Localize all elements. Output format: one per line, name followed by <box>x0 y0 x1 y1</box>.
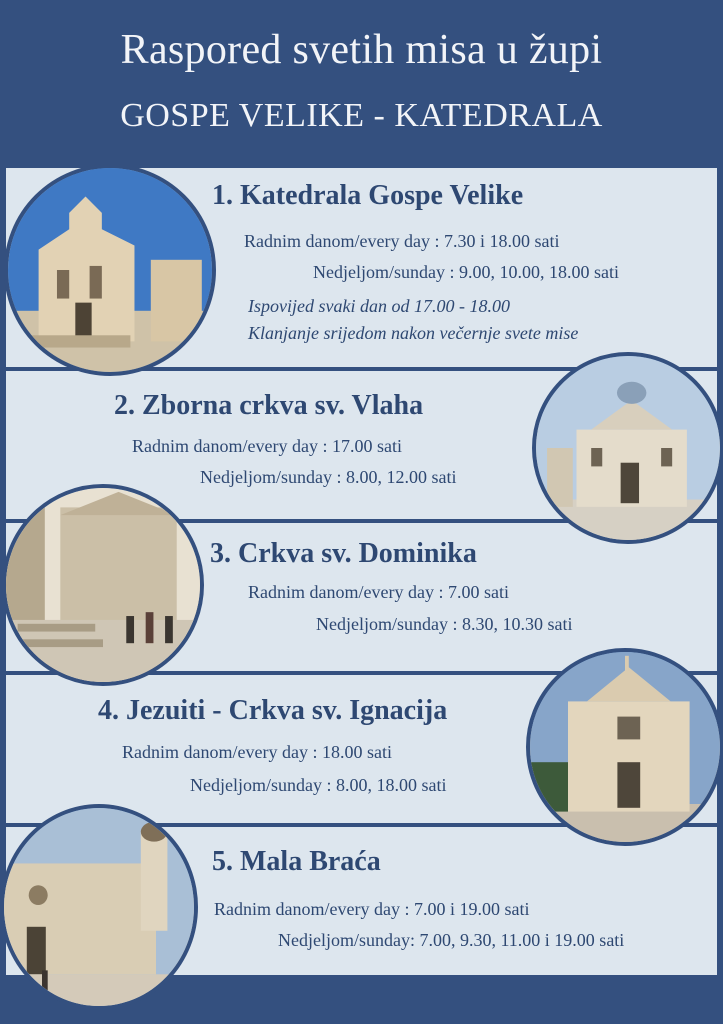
church-name: 1. Katedrala Gospe Velike <box>212 180 524 211</box>
church-name: 3. Crkva sv. Dominika <box>210 538 477 569</box>
weekday-schedule: Radnim danom/every day : 18.00 sati <box>122 742 392 762</box>
weekday-schedule: Radnim danom/every day : 7.30 i 18.00 sati <box>244 231 560 251</box>
confession-note: Ispovijed svaki dan od 17.00 - 18.00 <box>248 296 510 316</box>
sunday-schedule: Nedjeljom/sunday: 7.00, 9.30, 11.00 i 19.00 sati <box>278 930 625 950</box>
church-ignacije-photo <box>526 648 723 846</box>
weekday-schedule: Radnim danom/every day : 7.00 i 19.00 sati <box>214 899 530 919</box>
cathedral-photo <box>4 164 216 376</box>
weekday-schedule: Radnim danom/every day : 7.00 sati <box>248 582 509 602</box>
church-mala-braca-photo <box>0 804 198 1010</box>
sunday-schedule: Nedjeljom/sunday : 8.00, 18.00 sati <box>190 775 447 795</box>
church-name: 4. Jezuiti - Crkva sv. Ignacija <box>98 695 448 726</box>
sunday-schedule: Nedjeljom/sunday : 8.00, 12.00 sati <box>200 467 457 487</box>
church-vlaho-photo <box>532 352 723 544</box>
page-subtitle: GOSPE VELIKE - KATEDRALA <box>120 97 603 134</box>
sunday-schedule: Nedjeljom/sunday : 8.30, 10.30 sati <box>316 614 573 634</box>
church-name: 5. Mala Braća <box>212 846 381 877</box>
sunday-schedule: Nedjeljom/sunday : 9.00, 10.00, 18.00 sati <box>313 262 619 282</box>
page-title: Raspored svetih misa u župi <box>120 27 603 73</box>
church-name: 2. Zborna crkva sv. Vlaha <box>114 390 424 421</box>
weekday-schedule: Radnim danom/every day : 17.00 sati <box>132 436 402 456</box>
adoration-note: Klanjanje srijedom nakon večernje svete mise <box>248 323 579 343</box>
church-dominik-photo <box>2 484 204 686</box>
